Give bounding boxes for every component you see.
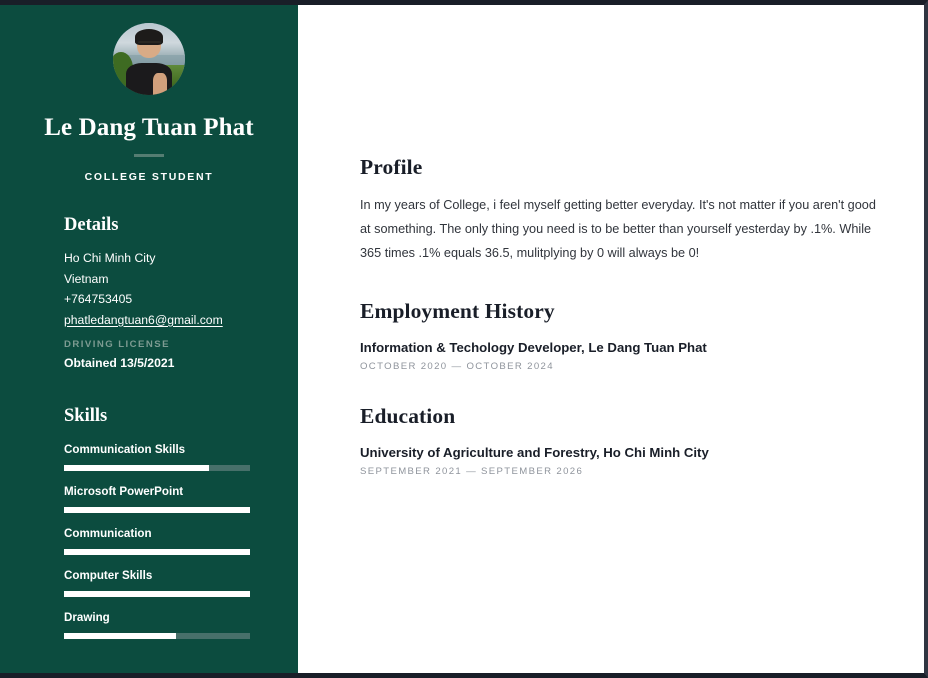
skill-progress-fill [64,507,250,513]
skill-item [64,569,254,597]
profile-text: In my years of College, i feel myself getting better everyday. It's not matter if you aren't good at something. The only thing you need is to be better than yourself yesterday by .1%. While 365 times .1% equals 36.5, mulitplying by 0 will always be 0! [360,198,876,260]
skill-progress-track [64,591,250,597]
education-entry [360,443,876,477]
driving-license-value: Obtained 13/5/2021 [64,356,175,371]
skill-item [64,527,254,555]
skill-progress-track [64,549,250,555]
skill-progress-fill [64,591,250,597]
skill-label: Communication Skills [64,443,186,457]
skill-progress-track [64,633,250,639]
skills-section [0,406,298,639]
skill-progress-track [64,507,250,513]
skill-progress-fill [64,633,176,639]
skill-label: Drawing [64,611,110,625]
education-heading: Education [360,404,456,428]
skill-progress-track [64,465,250,471]
details-list [64,248,254,330]
profile-section [360,155,876,265]
employment-entry [360,338,876,372]
detail-phone: +764753405 [64,292,133,307]
skill-label: Computer Skills [64,569,153,583]
skill-item [64,611,254,639]
avatar-arm [153,73,167,95]
skill-item [64,485,254,513]
avatar [113,23,185,95]
skill-item [64,443,254,471]
avatar-container [0,23,298,95]
education-section [360,404,876,477]
sidebar [0,5,298,673]
details-heading: Details [64,215,119,235]
details-section [0,215,298,372]
detail-country: Vietnam [64,271,109,286]
skills-list [64,443,254,639]
full-name: Le Dang Tuan Phat [44,114,254,141]
skill-progress-fill [64,549,250,555]
employment-entry-date: OCTOBER 2020 — OCTOBER 2024 [360,361,554,372]
detail-city: Ho Chi Minh City [64,251,156,265]
driving-license-label: DRIVING LICENSE [64,339,170,351]
education-entry-date: SEPTEMBER 2021 — SEPTEMBER 2026 [360,466,584,477]
job-title: COLLEGE STUDENT [84,171,214,183]
skill-label: Microsoft PowerPoint [64,485,184,499]
glasses-icon [138,41,160,48]
main-content [298,5,924,673]
detail-email-link[interactable]: phatledangtuan6@gmail.com [64,312,223,327]
employment-entry-title: Information & Techology Developer, Le Dang Tuan Phat [360,340,707,355]
name-divider [134,154,164,157]
profile-heading: Profile [360,155,423,179]
skill-progress-fill [64,465,209,471]
skill-label: Communication [64,527,152,541]
education-entry-title: University of Agriculture and Forestry, Ho Chi Minh City [360,445,709,460]
employment-heading: Employment History [360,299,555,323]
skills-heading: Skills [64,406,108,427]
employment-section [360,299,876,372]
